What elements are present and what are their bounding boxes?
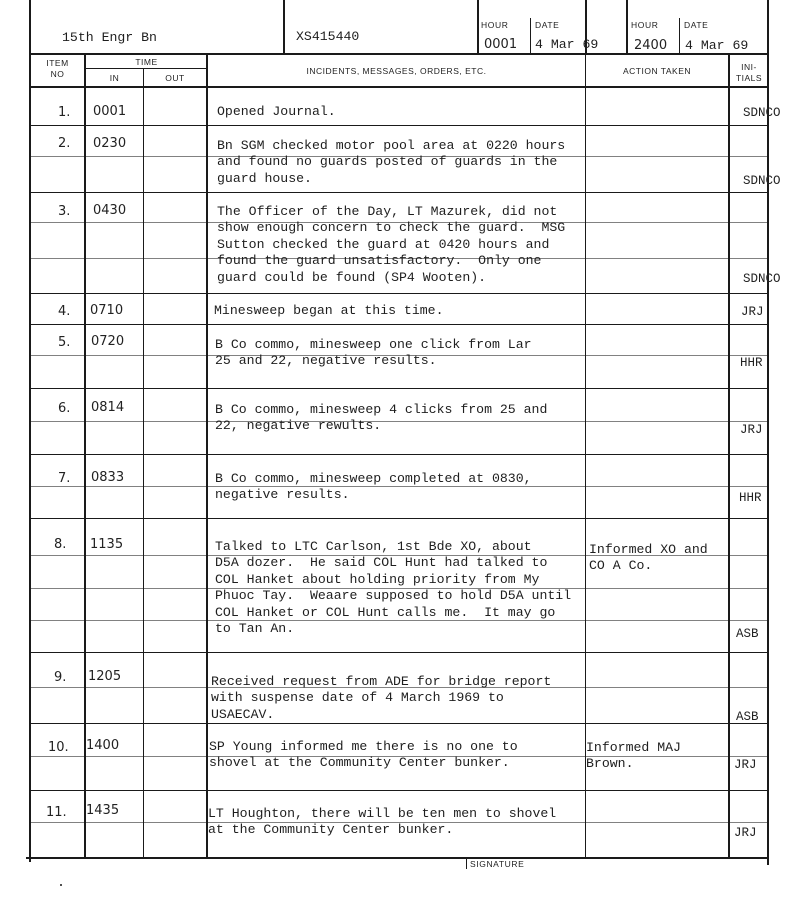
stray-mark <box>60 884 62 886</box>
entry-text: B Co commo, minesweep completed at 0830, negative results. <box>215 471 532 503</box>
row-line <box>31 518 768 519</box>
row-line <box>31 790 768 791</box>
entry-time-in: 1135 <box>90 537 124 552</box>
entry-time-in: 1400 <box>86 738 120 753</box>
entry-time-in: 0833 <box>91 470 125 485</box>
entry-time-in: 1435 <box>86 803 120 818</box>
entry-text: SP Young informed me there is no one to shovel at the Community Center bunker. <box>209 739 518 771</box>
row-line <box>31 192 768 193</box>
column-header-rule <box>29 86 769 88</box>
to-date: 4 Mar 69 <box>685 38 749 53</box>
to-hour: 2400 <box>634 38 668 53</box>
entry-text: Opened Journal. <box>217 104 336 119</box>
from-date-label: DATE <box>535 20 560 30</box>
header-divider <box>477 0 479 54</box>
entry-time-in: 0430 <box>93 203 127 218</box>
entry-time-in: 0001 <box>93 104 127 119</box>
to-hour-label: HOUR <box>631 20 659 30</box>
entry-number: 7. <box>58 471 71 486</box>
entry-number: 11. <box>46 805 67 820</box>
entry-number: 2. <box>58 136 71 151</box>
column-line <box>84 54 86 857</box>
entry-time-in: 0710 <box>90 303 124 318</box>
row-line <box>31 293 768 294</box>
column-line <box>206 54 208 857</box>
entry-action: Informed MAJ Brown. <box>586 740 681 772</box>
entry-number: 4. <box>58 304 71 319</box>
row-line <box>31 388 768 389</box>
location-code: XS415440 <box>296 29 360 44</box>
column-line <box>143 68 144 857</box>
entry-time-in: 0814 <box>91 400 125 415</box>
entry-number: 8. <box>54 537 67 552</box>
initials-header: INI- TIALS <box>735 62 763 83</box>
entry-initials: JRJ <box>734 758 757 772</box>
time-header: TIME <box>135 57 158 67</box>
entry-number: 5. <box>58 335 71 350</box>
time-subheader-rule <box>86 68 207 69</box>
row-line <box>31 454 768 455</box>
entry-initials: JRJ <box>734 826 757 840</box>
row-line <box>31 324 768 325</box>
to-date-label: DATE <box>684 20 709 30</box>
entry-number: 10. <box>48 740 69 755</box>
entry-number: 6. <box>58 401 71 416</box>
entry-text: LT Houghton, there will be ten men to shovel at the Community Center bunker. <box>208 806 557 838</box>
right-border <box>767 0 769 865</box>
header-divider <box>530 18 531 54</box>
entry-initials: ASB <box>736 710 759 724</box>
column-line <box>728 54 730 857</box>
time-in-header: IN <box>109 73 120 83</box>
entry-time-in: 1205 <box>88 669 122 684</box>
action-header: ACTION TAKEN <box>622 66 692 76</box>
entry-initials: JRJ <box>741 305 764 319</box>
entry-initials: SDNCO <box>743 106 781 120</box>
header-divider <box>283 0 285 54</box>
entry-initials: JRJ <box>740 423 763 437</box>
signature-label: SIGNATURE <box>470 859 525 869</box>
entry-text: B Co commo, minesweep 4 clicks from 25 and 22, negative rewults. <box>215 402 548 434</box>
entry-initials: HHR <box>740 356 763 370</box>
entry-action: Informed XO and CO A Co. <box>589 542 708 574</box>
row-line <box>31 652 768 653</box>
entry-initials: HHR <box>739 491 762 505</box>
left-border <box>29 0 31 862</box>
from-hour: 0001 <box>484 37 518 52</box>
entry-number: 9. <box>54 670 67 685</box>
entry-text: B Co commo, minesweep one click from Lar 25 and 22, negative results. <box>215 337 532 369</box>
row-line <box>31 125 768 126</box>
entry-text: Minesweep began at this time. <box>214 303 444 318</box>
time-out-header: OUT <box>165 73 185 83</box>
column-line <box>585 54 586 857</box>
from-date: 4 Mar 69 <box>535 37 599 52</box>
entry-text: The Officer of the Day, LT Mazurek, did not show enough concern to check the guard. MSG Sutton checked the guard at 0420 hours and found the guard unsatisfactory. Only one guard could be found (SP4 Wooten). <box>217 204 566 285</box>
entry-text: Received request from ADE for bridge report with suspense date of 4 March 1969 to USAECAV. <box>211 674 552 722</box>
header-divider <box>679 18 680 54</box>
entry-initials: SDNCO <box>743 272 781 286</box>
entry-number: 1. <box>58 105 71 120</box>
entry-text: Talked to LTC Carlson, 1st Bde XO, about D5A dozer. He said COL Hunt had talked to COL Hanket about holding priority from My Phuoc Tay. Weaare supposed to hold D5A until COL Hanket or COL Hunt calls me. It may go to Tan An. <box>215 539 572 637</box>
entry-number: 3. <box>58 204 71 219</box>
entry-text: Bn SGM checked motor pool area at 0220 hours and found no guards posted of guards in the guard house. <box>217 138 566 186</box>
header-divider <box>626 0 628 54</box>
footer-rule <box>26 857 769 859</box>
unit-name: 15th Engr Bn <box>62 30 157 45</box>
signature-divider <box>466 857 467 869</box>
entry-initials: SDNCO <box>743 174 781 188</box>
incidents-header: INCIDENTS, MESSAGES, ORDERS, ETC. <box>306 66 487 76</box>
entry-time-in: 0230 <box>93 136 127 151</box>
entry-initials: ASB <box>736 627 759 641</box>
from-hour-label: HOUR <box>481 20 509 30</box>
entry-time-in: 0720 <box>91 334 125 349</box>
item-no-header: ITEM NO <box>46 58 69 79</box>
